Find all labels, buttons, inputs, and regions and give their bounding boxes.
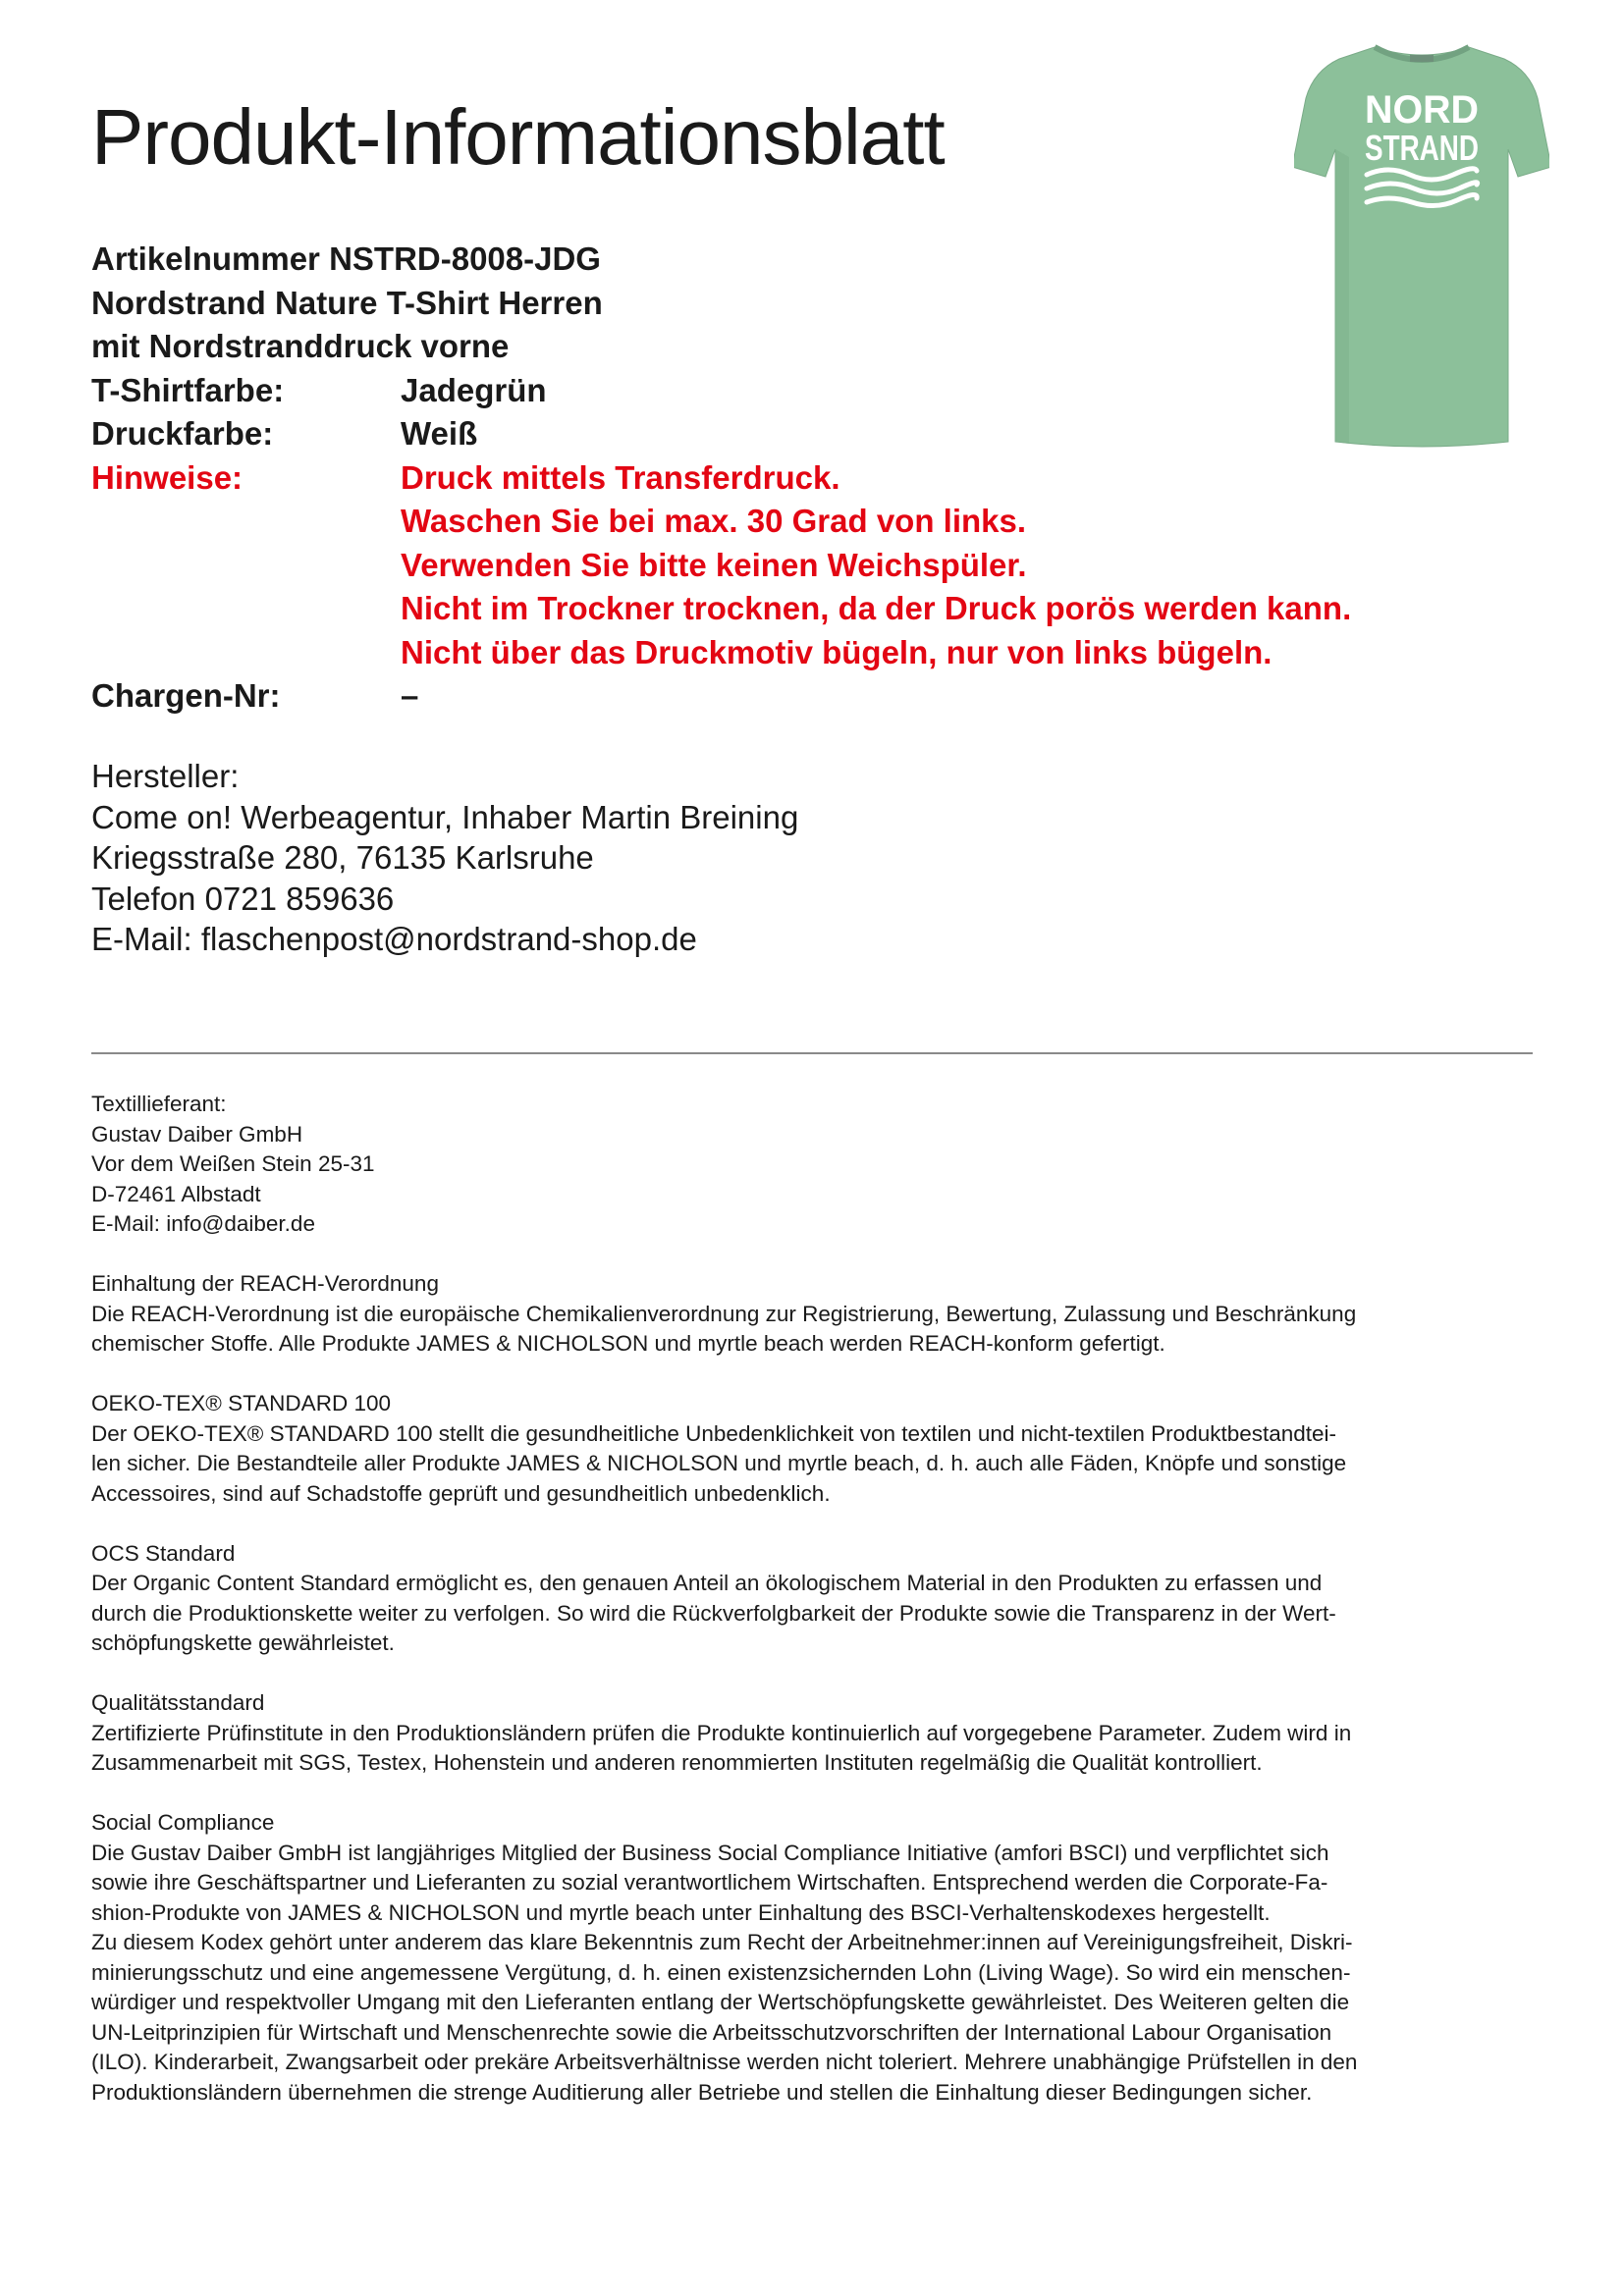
section-line: Der Organic Content Standard ermöglicht es, den genauen Anteil an ökologischem Material in den Produkten zu erfassen und — [91, 1571, 1323, 1595]
tshirt-neck-label — [1410, 55, 1434, 62]
batch-label: Chargen-Nr: — [91, 677, 281, 714]
section-social-compliance — [91, 1808, 1533, 2108]
product-name: Nordstrand Nature T-Shirt Herren — [91, 284, 603, 321]
section-line: Zu diesem Kodex gehört unter anderem das klare Bekenntnis zum Recht der Arbeitnehmer:innen auf Vereinigungsfreiheit, Diskri- — [91, 1930, 1353, 1954]
supplier-street: Vor dem Weißen Stein 25-31 — [91, 1151, 375, 1176]
manufacturer-block — [91, 756, 798, 960]
note-item: Nicht über das Druckmotiv bügeln, nur von links bügeln. — [401, 633, 1272, 670]
print-color-value: Weiß — [401, 415, 478, 452]
notes-list — [401, 456, 1351, 675]
section-line: Accessoires, sind auf Schadstoffe geprüft und gesundheitlich unbedenklich. — [91, 1480, 831, 1506]
shirt-color-row — [91, 369, 1466, 413]
batch-value: – — [401, 677, 419, 714]
supplier-email: E-Mail: info@daiber.de — [91, 1211, 315, 1236]
section-heading: Qualitätsstandard — [91, 1690, 265, 1715]
section-line: Zusammenarbeit mit SGS, Testex, Hohenstein und anderen renommierten Instituten regelmäßig die Qualität kontrolliert. — [91, 1750, 1263, 1775]
section-line: Produktionsländern übernehmen die strenge Auditierung aller Betriebe und stellen die Einhaltung dieser Bedingungen sicher. — [91, 2079, 1313, 2105]
section-line: shion-Produkte von JAMES & NICHOLSON und myrtle beach unter Einhaltung des BSCI-Verhaltenskodexes hergestellt. — [91, 1899, 1271, 1925]
supplier-city: D-72461 Albstadt — [91, 1181, 261, 1206]
product-subtitle: mit Nordstranddruck vorne — [91, 328, 510, 364]
manufacturer-email: E-Mail: flaschenpost@nordstrand-shop.de — [91, 921, 697, 957]
manufacturer-phone: Telefon 0721 859636 — [91, 880, 395, 917]
article-number: Artikelnummer NSTRD-8008-JDG — [91, 240, 601, 277]
section-line: schöpfungskette gewährleistet. — [91, 1630, 395, 1655]
notes-label: Hinweise: — [91, 458, 244, 496]
section-divider — [91, 1052, 1533, 1054]
logo-line-1: NORD — [1365, 88, 1479, 132]
section-line: Zertifizierte Prüfinstitute in den Produktionsländern prüfen die Produkte kontinuierlich auf vorgegebene Parameter. Zudem wird in — [91, 1720, 1352, 1745]
note-item: Nicht im Trockner trocknen, da der Druck porös werden kann. — [401, 590, 1352, 626]
batch-row — [91, 674, 1466, 719]
print-color-row — [91, 412, 1466, 456]
shirt-color-label: T-Shirtfarbe: — [91, 371, 285, 408]
section-line: würdiger und respektvoller Umgang mit den Lieferanten entlang der Wertschöpfungskette gewährleistet. Des Weiteren gelten die — [91, 1990, 1350, 2014]
section-reach — [91, 1269, 1533, 1360]
section-heading: Einhaltung der REACH-Verordnung — [91, 1271, 439, 1296]
note-item: Druck mittels Transferdruck. — [401, 458, 840, 496]
section-quality — [91, 1688, 1533, 1779]
manufacturer-heading: Hersteller: — [91, 758, 240, 794]
shirt-color-value: Jadegrün — [401, 371, 547, 408]
manufacturer-name: Come on! Werbeagentur, Inhaber Martin Breining — [91, 798, 799, 835]
section-heading: OCS Standard — [91, 1540, 236, 1566]
supplier-heading: Textillieferant: — [91, 1092, 227, 1116]
supplier-block — [91, 1090, 1533, 1240]
section-ocs — [91, 1539, 1533, 1659]
section-line: sowie ihre Geschäftspartner und Lieferanten zu sozial verantwortlichem Wirtschaften. Entsprechend werden die Corporate-Fa- — [91, 1870, 1328, 1895]
section-line: Die REACH-Verordnung ist die europäische Chemikalienverordnung zur Registrierung, Bewertung, Zulassung und Beschränkung — [91, 1301, 1357, 1326]
section-line: Der OEKO-TEX® STANDARD 100 stellt die gesundheitliche Unbedenklichkeit von textilen und nicht-textilen Produktbestandtei- — [91, 1420, 1337, 1446]
note-item: Waschen Sie bei max. 30 Grad von links. — [401, 503, 1027, 539]
page-title: Produkt-Informationsblatt — [91, 93, 945, 181]
notes-row — [91, 456, 1466, 675]
section-line: chemischer Stoffe. Alle Produkte JAMES & NICHOLSON und myrtle beach werden REACH-konform gefertigt. — [91, 1331, 1165, 1356]
section-line: durch die Produktionskette weiter zu verfolgen. So wird die Rückverfolgbarkeit der Produkte sowie die Transparenz in der Wert- — [91, 1600, 1336, 1626]
section-line: UN-Leitprinzipien für Wirtschaft und Menschenrechte sowie die Arbeitsschutzvorschriften der International Labour Organisation — [91, 2019, 1332, 2045]
note-item: Verwenden Sie bitte keinen Weichspüler. — [401, 546, 1027, 583]
supplier-name: Gustav Daiber GmbH — [91, 1121, 303, 1147]
print-color-label: Druckfarbe: — [91, 415, 274, 452]
logo-line-2: STRAND — [1365, 128, 1479, 168]
fine-print — [91, 1090, 1533, 2138]
section-line: Die Gustav Daiber GmbH ist langjähriges Mitglied der Business Social Compliance Initiative (amfori BSCI) und verpflichtet sich — [91, 1840, 1329, 1865]
section-heading: Social Compliance — [91, 1810, 275, 1835]
product-spec — [91, 238, 1466, 719]
manufacturer-address: Kriegsstraße 280, 76135 Karlsruhe — [91, 839, 594, 876]
section-line: len sicher. Die Bestandteile aller Produkte JAMES & NICHOLSON und myrtle beach, d. h. auch alle Fäden, Knöpfe und sonstige — [91, 1451, 1347, 1475]
section-line: (ILO). Kinderarbeit, Zwangsarbeit oder prekäre Arbeitsverhältnisse werden nicht toleriert. Mehrere unabhängige Prüfstellen in den — [91, 2050, 1358, 2074]
section-heading: OEKO-TEX® STANDARD 100 — [91, 1391, 391, 1415]
section-oekotex — [91, 1389, 1533, 1509]
section-line: minierungsschutz und eine angemessene Vergütung, d. h. einen existenzsichernden Lohn (Living Wage). So wird ein menschen- — [91, 1959, 1351, 1985]
